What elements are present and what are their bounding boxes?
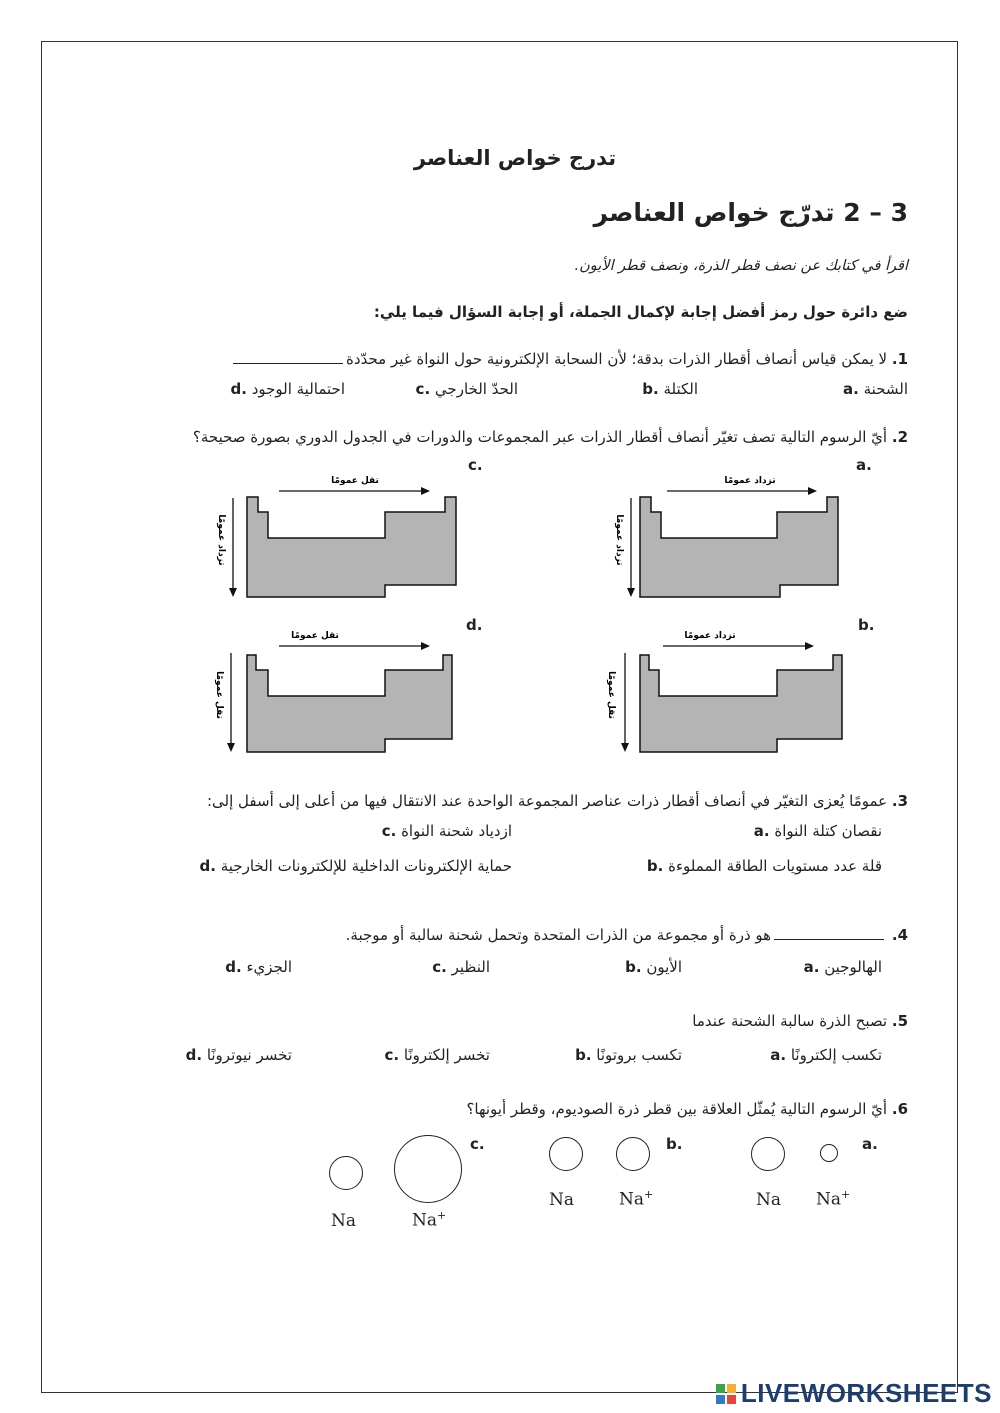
q4-text: هو ذرة أو مجموعة من الذرات المتحدة وتحمل شحنة سالبة أو موجبة. — [345, 926, 772, 944]
q2-diagram-b-letter[interactable]: b. — [858, 616, 875, 634]
q2-d-horizontal-label: تقل عمومًا — [291, 631, 339, 641]
q6-c-atom-circle — [329, 1156, 363, 1190]
q1-blank[interactable] — [233, 351, 343, 364]
q1-option-a[interactable]: a. الشحنة — [843, 380, 908, 398]
q6-option-c-letter[interactable]: c. — [470, 1135, 485, 1153]
q1-number: 1. — [891, 350, 908, 368]
q2-diagram-c[interactable] — [205, 470, 465, 600]
q2-diagram-c-letter[interactable]: c. — [468, 456, 483, 474]
q6-b-atom-label: Na — [549, 1190, 575, 1210]
q2-diagram-d[interactable] — [205, 625, 465, 755]
intro-text: اقرأ في كتابك عن نصف قطر الذرة، ونصف قطر الأيون. — [574, 258, 908, 274]
q6-b-ion-label: Na+ — [619, 1188, 654, 1210]
q2-a-periodic-table-shape — [640, 497, 838, 597]
q2-diagram-b[interactable] — [595, 625, 855, 755]
q2-a-vertical-label: تزداد عمومًا — [614, 514, 624, 566]
q2-diagram-a[interactable] — [595, 470, 855, 600]
q5-option-c[interactable]: c. تخسر إلكترونًا — [384, 1046, 490, 1064]
q1-option-b[interactable]: b. الكتلة — [642, 380, 698, 398]
q5-option-d[interactable]: d. تخسر نيوترونًا — [185, 1046, 292, 1064]
q2-b-periodic-table-shape — [640, 655, 842, 752]
q6-a-ion-label: Na+ — [816, 1188, 851, 1210]
q4-option-b[interactable]: b. الأيون — [625, 958, 682, 976]
q6-b-atom-circle — [549, 1137, 583, 1171]
q4-option-a[interactable]: a. الهالوجين — [803, 958, 882, 976]
q2-d-periodic-table-shape — [247, 655, 452, 752]
liveworksheets-brand: LIVEWORKSHEETS — [740, 1378, 992, 1408]
instructions: ضع دائرة حول رمز أفضل إجابة لإكمال الجملة، أو إجابة السؤال فيما يلي: — [373, 303, 908, 321]
q2-b-horizontal-label: تزداد عمومًا — [684, 631, 736, 641]
q4-option-c[interactable]: c. النظير — [432, 958, 490, 976]
q6-c-atom-label: Na — [331, 1211, 357, 1231]
liveworksheets-logo-icon — [715, 1383, 737, 1405]
q3-option-b[interactable]: b. قلة عدد مستويات الطاقة المملوءة — [646, 857, 882, 875]
q6-c-ion-label: Na+ — [412, 1209, 447, 1231]
question-3: 3. عمومًا يُعزى التغيّر في أنصاف أقطار ذرات عناصر المجموعة الواحدة عند الانتقال فيها من أعلى إلى أسفل إلى: — [207, 792, 908, 810]
q2-c-horizontal-label: تقل عمومًا — [331, 476, 379, 486]
q3-option-d[interactable]: d. حماية الإلكترونات الداخلية للإلكترونات الخارجية — [199, 857, 512, 875]
question-4: 4. هو ذرة أو مجموعة من الذرات المتحدة وتحمل شحنة سالبة أو موجبة. — [345, 926, 908, 944]
q2-text: أيّ الرسوم التالية تصف تغيّر أنصاف أقطار الذرات عبر المجموعات والدورات في الجدول الدوري بصورة صحيحة؟ — [192, 428, 888, 446]
q1-option-c[interactable]: c. الحدّ الخارجي — [415, 380, 518, 398]
q6-a-atom-label: Na — [756, 1190, 782, 1210]
q5-text: تصبح الذرة سالبة الشحنة عندما — [692, 1012, 888, 1030]
q6-c-ion-circle — [394, 1135, 462, 1203]
question-6: 6. أيّ الرسوم التالية يُمثّل العلاقة بين قطر ذرة الصوديوم، وقطر أيونها؟ — [466, 1100, 908, 1118]
q3-option-c[interactable]: c. ازدياد شحنة النواة — [381, 822, 512, 840]
q3-option-a[interactable]: a. نقصان كتلة النواة — [753, 822, 882, 840]
q3-text: عمومًا يُعزى التغيّر في أنصاف أقطار ذرات عناصر المجموعة الواحدة عند الانتقال فيها من أعلى إلى أسفل إلى: — [207, 792, 888, 810]
q6-option-b-letter[interactable]: b. — [666, 1135, 683, 1153]
question-2: 2. أيّ الرسوم التالية تصف تغيّر أنصاف أقطار الذرات عبر المجموعات والدورات في الجدول الدوري بصورة صحيحة؟ — [192, 428, 908, 446]
q2-diagram-a-letter[interactable]: a. — [856, 456, 872, 474]
q2-diagram-d-letter[interactable]: d. — [466, 616, 483, 634]
question-5: 5. تصبح الذرة سالبة الشحنة عندما — [692, 1012, 908, 1030]
liveworksheets-logo — [715, 1378, 992, 1409]
q2-c-vertical-label: تزداد عمومًا — [216, 514, 226, 566]
q6-a-atom-circle — [751, 1137, 785, 1171]
q6-a-ion-circle — [820, 1144, 838, 1162]
q5-option-b[interactable]: b. تكسب بروتونًا — [575, 1046, 682, 1064]
question-1 — [230, 350, 908, 368]
q1-text: لا يمكن قياس أنصاف أقطار الذرات بدقة؛ لأن السحابة الإلكترونية حول النواة غير محدّدة — [346, 350, 888, 368]
q6-option-a-letter[interactable]: a. — [862, 1135, 878, 1153]
q6-text: أيّ الرسوم التالية يُمثّل العلاقة بين قطر ذرة الصوديوم، وقطر أيونها؟ — [466, 1100, 888, 1118]
q4-option-d[interactable]: d. الجزيء — [225, 958, 292, 976]
q4-blank[interactable] — [774, 927, 884, 940]
q2-b-vertical-label: تقل عمومًا — [606, 671, 616, 719]
q5-option-a[interactable]: a. تكسب إلكترونًا — [770, 1046, 882, 1064]
q2-a-horizontal-label: تزداد عمومًا — [724, 476, 776, 486]
q6-b-ion-circle — [616, 1137, 650, 1171]
section-title: 3 – 2 تدرّج خواص العناصر — [593, 198, 908, 227]
page-title: تدرج خواص العناصر — [413, 146, 617, 170]
q1-option-d[interactable]: d. احتمالية الوجود — [230, 380, 345, 398]
q2-c-periodic-table-shape — [247, 497, 456, 597]
q2-d-vertical-label: تقل عمومًا — [214, 671, 224, 719]
